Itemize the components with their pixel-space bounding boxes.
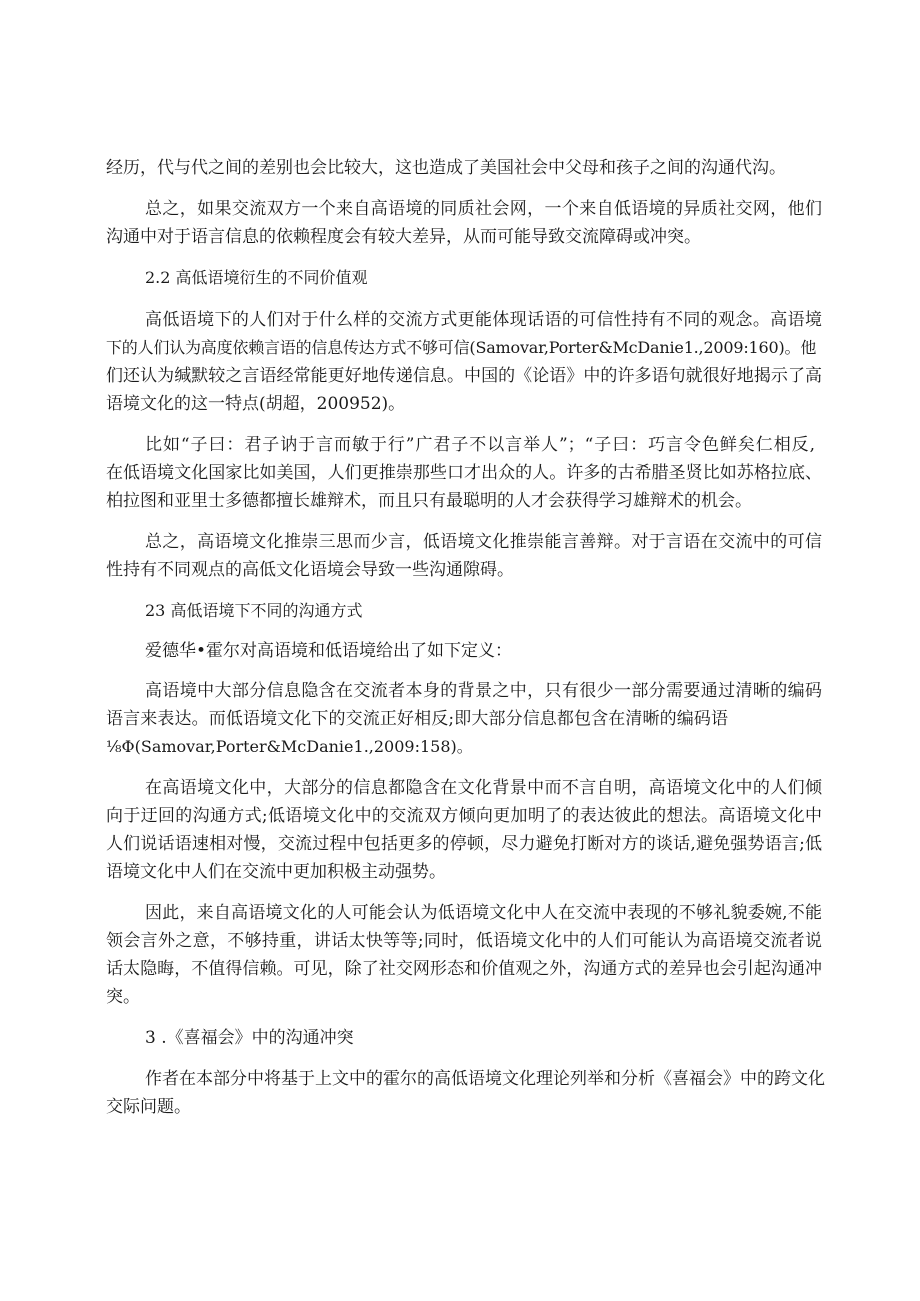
text-line: 性持有不同观点的高低文化语境会导致一些沟通隙碍。	[106, 560, 514, 580]
text-line: 交际问题。	[106, 1097, 191, 1117]
text-line: 高语境中大部分信息隐含在交流者本身的背景之中，只有很少一部分需要通过清晰的编码	[145, 681, 822, 701]
text-line: 因此，来自高语境文化的人可能会认为低语境文化中人在交流中表现的不够礼貌委婉,不能	[145, 903, 822, 923]
text-line: ⅛Φ(Samovar,Porter&McDanie1.,2009:158)。	[106, 737, 473, 756]
text-line: 语言来表达。而低语境文化下的交流正好相反;即大部分信息都包含在清晰的编码语	[106, 709, 728, 729]
text-line: 话太隐晦，不值得信赖。可见，除了社交网形态和价值观之外，沟通方式的差异也会引起沟通冲	[106, 959, 822, 979]
text-line: 在低语境文化国家比如美国，人们更推崇那些口才出众的人。许多的古希腊圣贤比如苏格拉底、	[106, 463, 822, 483]
heading-text: 2.2 高低语境衍生的不同价值观	[145, 268, 368, 287]
text-line: 突。	[106, 987, 140, 1007]
text-line: 高低语境下的人们对于什么样的交流方式更能体现话语的可信性持有不同的观念。高语境	[145, 310, 822, 330]
text-line: 经历，代与代之间的差别也会比较大，这也造成了美国社会中父母和孩子之间的沟通代沟。	[106, 158, 786, 178]
text-line: 作者在本部分中将基于上文中的霍尔的高低语境文化理论列举和分析《喜福会》中的跨文化	[145, 1069, 825, 1089]
text-line: 语境文化中人们在交流中更加积极主动强势。	[106, 862, 446, 882]
text-line: 人们说话语速相对慢，交流过程中包括更多的停顿，尽力避免打断对方的谈话,避免强势语言;低	[106, 834, 822, 854]
heading-text: 3 .《喜福会》中的沟通冲突	[145, 1028, 354, 1048]
heading-text: 23 高低语境下不同的沟通方式	[145, 601, 363, 620]
text-line: 们还认为缄默较之言语经常能更好地传递信息。中国的《论语》中的许多语句就很好地揭示了高	[106, 366, 822, 386]
text-line: 在高语境文化中，大部分的信息都隐含在文化背景中而不言自明，高语境文化中的人们倾	[145, 778, 822, 798]
text-line: 爱德华•霍尔对高语境和低语境给出了如下定义：	[145, 641, 513, 661]
text-line: 领会言外之意，不够持重，讲话太快等等;同时，低语境文化中的人们可能认为高语境交流者说	[106, 931, 822, 951]
text-line: 下的人们认为高度依赖言语的信息传达方式不够可信(Samovar,Porter&McDanie1.,2009:160)。他	[106, 338, 817, 357]
text-line: 比如“子曰：君子讷于言而敏于行”广君子不以言举人”；“子曰：巧言令色鲜矣仁相反,	[145, 435, 815, 455]
text-line: 总之，如果交流双方一个来自高语境的同质社会网，一个来自低语境的异质社交网，他们	[145, 199, 822, 219]
text-line: 沟通中对于语言信息的依赖程度会有较大差异，从而可能导致交流障碍或冲突。	[106, 227, 701, 247]
text-line: 语境文化的这一特点(胡超，200952)。	[106, 394, 406, 414]
text-line: 向于迂回的沟通方式;低语境文化中的交流双方倾向更加明了的表达彼此的想法。高语境文化中	[106, 806, 822, 826]
text-line: 柏拉图和亚里士多德都擅长雄辩术，而且只有最聪明的人才会获得学习雄辩术的机会。	[106, 491, 752, 511]
text-line: 总之，高语境文化推崇三思而少言，低语境文化推崇能言善辩。对于言语在交流中的可信	[145, 532, 822, 552]
